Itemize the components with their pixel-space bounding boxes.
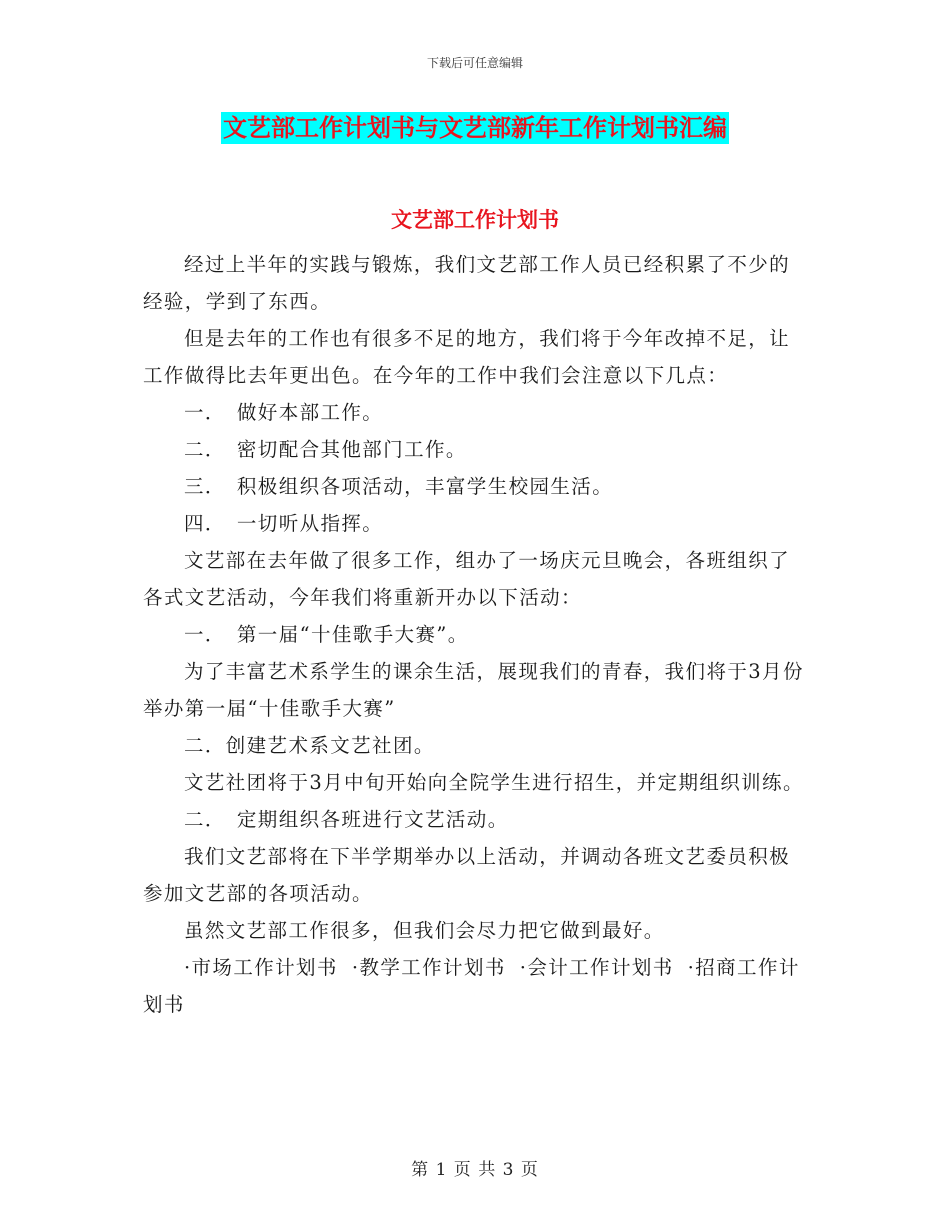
section-title: 文艺部工作计划书 [391,207,559,232]
paragraph: 文艺部在去年做了很多工作，组办了一场庆元旦晚会，各班组织了各式文艺活动，今年我们将重新开办以下活动： [143,549,791,609]
document-title: 文艺部工作计划书与文艺部新年工作计划书汇编 [223,113,727,142]
related-links [143,949,808,1023]
related-link-market-plan[interactable]: ·市场工作计划书 [183,956,338,979]
list-item: 二． 密切配合其他部门工作。 [183,438,467,461]
paragraph: 经过上半年的实践与锻炼，我们文艺部工作人员已经积累了不少的经验，学到了东西。 [143,253,791,313]
list-item: 二． 定期组织各班进行文艺活动。 [183,808,509,831]
document-body [143,246,808,1023]
page-number-footer: 第 1 页 共 3 页 [411,1160,539,1180]
related-link-investment-plan[interactable]: ·招商工作计划书 [143,956,800,1016]
paragraph: 文艺社团将于3月中旬开始向全院学生进行招生，并定期组织训练。 [183,771,804,794]
related-link-accounting-plan[interactable]: ·会计工作计划书 [519,956,674,979]
related-link-teaching-plan[interactable]: ·教学工作计划书 [351,956,506,979]
list-item: 一． 做好本部工作。 [183,401,384,424]
list-item: 二．创建艺术系文艺社团。 [183,734,435,757]
list-item: 四． 一切听从指挥。 [183,512,384,535]
paragraph: 我们文艺部将在下半学期举办以上活动，并调动各班文艺委员积极参加文艺部的各项活动。 [143,845,791,905]
page-header-note: 下载后可任意编辑 [426,56,523,70]
paragraph: 为了丰富艺术系学生的课余生活，展现我们的青春，我们将于3月份举办第一届“十佳歌手大赛” [143,660,804,720]
list-item: 三． 积极组织各项活动，丰富学生校园生活。 [183,475,614,498]
paragraph: 但是去年的工作也有很多不足的地方，我们将于今年改掉不足，让工作做得比去年更出色。在今年的工作中我们会注意以下几点： [143,327,791,387]
list-item: 一． 第一届“十佳歌手大赛”。 [183,623,469,646]
paragraph: 虽然文艺部工作很多，但我们会尽力把它做到最好。 [183,919,665,942]
